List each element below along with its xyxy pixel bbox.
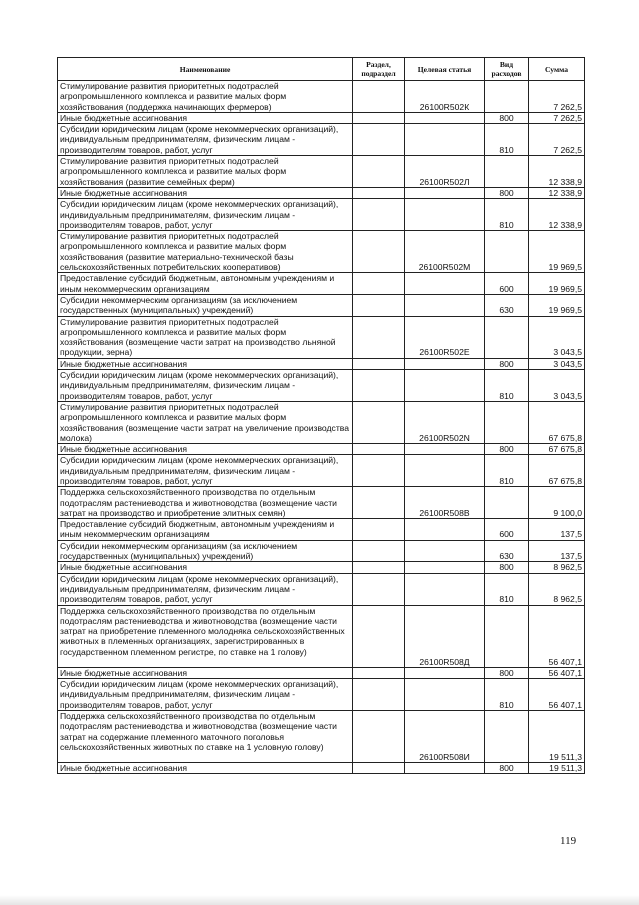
cell-target (405, 573, 485, 605)
table-body (58, 81, 585, 774)
cell-target (405, 370, 485, 402)
cell-target: 26100R508И (405, 711, 485, 763)
cell-target (405, 562, 485, 573)
cell-target: 26100R502N (405, 401, 485, 443)
cell-name: Поддержка сельскохозяйственного производства по отдельным подотраслям растениеводства и животноводства (возмещение части затрат на производство и приобретение элитных семян) (58, 487, 353, 519)
cell-section (353, 156, 405, 188)
cell-sum: 137,5 (529, 540, 585, 562)
cell-sum: 67 675,8 (529, 401, 585, 443)
cell-section (353, 711, 405, 763)
cell-expense: 800 (485, 562, 529, 573)
cell-section (353, 124, 405, 156)
cell-target (405, 124, 485, 156)
cell-target: 26100R502Л (405, 156, 485, 188)
header-target: Целевая статья (405, 58, 485, 81)
cell-section (353, 112, 405, 123)
cell-sum: 3 043,5 (529, 358, 585, 369)
cell-name: Иные бюджетные ассигнования (58, 112, 353, 123)
cell-section (353, 231, 405, 273)
cell-section (353, 273, 405, 295)
budget-table (57, 57, 585, 774)
table-row (58, 156, 585, 188)
cell-expense (485, 401, 529, 443)
table-row (58, 112, 585, 123)
cell-target: 26100R508Д (405, 605, 485, 667)
cell-section (353, 562, 405, 573)
cell-sum: 8 962,5 (529, 573, 585, 605)
cell-expense (485, 231, 529, 273)
table-row (58, 370, 585, 402)
cell-sum: 8 962,5 (529, 562, 585, 573)
cell-sum: 7 262,5 (529, 112, 585, 123)
cell-expense: 810 (485, 370, 529, 402)
table-header-row (58, 58, 585, 81)
cell-target (405, 679, 485, 711)
cell-sum: 3 043,5 (529, 316, 585, 358)
cell-target (405, 112, 485, 123)
cell-sum: 12 338,9 (529, 187, 585, 198)
cell-expense: 800 (485, 444, 529, 455)
cell-name: Субсидии юридическим лицам (кроме некоммерческих организаций), индивидуальным предпринимателям, физическим лицам - производителям товаров, работ, услуг (58, 679, 353, 711)
cell-expense: 800 (485, 358, 529, 369)
header-sum: Сумма (529, 58, 585, 81)
cell-name: Субсидии юридическим лицам (кроме некоммерческих организаций), индивидуальным предпринимателям, физическим лицам - производителям товаров, работ, услуг (58, 370, 353, 402)
cell-name: Иные бюджетные ассигнования (58, 187, 353, 198)
table-row (58, 81, 585, 113)
cell-expense: 630 (485, 294, 529, 316)
cell-expense: 800 (485, 667, 529, 678)
cell-sum: 56 407,1 (529, 667, 585, 678)
table-row (58, 519, 585, 541)
table-row (58, 763, 585, 774)
table-row (58, 444, 585, 455)
cell-expense: 800 (485, 187, 529, 198)
cell-name: Иные бюджетные ассигнования (58, 763, 353, 774)
cell-sum: 3 043,5 (529, 370, 585, 402)
cell-name: Стимулирование развития приоритетных подотраслей агропромышленного комплекса и развитие малых форм хозяйствования (возмещение части затрат на увеличение производства молока) (58, 401, 353, 443)
table-row (58, 573, 585, 605)
cell-target (405, 358, 485, 369)
cell-expense: 800 (485, 112, 529, 123)
cell-target (405, 199, 485, 231)
table-row (58, 358, 585, 369)
cell-target: 26100R502М (405, 231, 485, 273)
cell-name: Иные бюджетные ассигнования (58, 667, 353, 678)
table-row (58, 401, 585, 443)
page-number: 119 (560, 835, 577, 847)
cell-sum: 19 969,5 (529, 273, 585, 295)
table-row (58, 487, 585, 519)
cell-expense: 800 (485, 763, 529, 774)
cell-name: Поддержка сельскохозяйственного производства по отдельным подотраслям растениеводства и животноводства (возмещение части затрат на содержание племенного маточного поголовья сельскохозяйственных животных по ставке на 1 условную голову) (58, 711, 353, 763)
table-row (58, 711, 585, 763)
cell-sum: 19 511,3 (529, 763, 585, 774)
table-row (58, 316, 585, 358)
cell-sum: 7 262,5 (529, 124, 585, 156)
cell-section (353, 370, 405, 402)
cell-section (353, 605, 405, 667)
cell-section (353, 679, 405, 711)
cell-name: Предоставление субсидий бюджетным, автономным учреждениям и иным некоммерческим организациям (58, 519, 353, 541)
cell-name: Стимулирование развития приоритетных подотраслей агропромышленного комплекса и развитие малых форм хозяйствования (поддержка начинающих фермеров) (58, 81, 353, 113)
cell-sum: 56 407,1 (529, 679, 585, 711)
cell-expense (485, 605, 529, 667)
cell-name: Предоставление субсидий бюджетным, автономным учреждениям и иным некоммерческим организациям (58, 273, 353, 295)
cell-sum: 19 511,3 (529, 711, 585, 763)
table-row (58, 562, 585, 573)
cell-section (353, 401, 405, 443)
cell-section (353, 455, 405, 487)
cell-target (405, 273, 485, 295)
table-row (58, 199, 585, 231)
table-row (58, 455, 585, 487)
cell-sum: 12 338,9 (529, 199, 585, 231)
cell-expense: 630 (485, 540, 529, 562)
cell-section (353, 519, 405, 541)
cell-name: Стимулирование развития приоритетных подотраслей агропромышленного комплекса и развитие малых форм хозяйствования (возмещение части затрат на производство льняной продукции, зерна) (58, 316, 353, 358)
cell-target (405, 763, 485, 774)
cell-section (353, 444, 405, 455)
header-section: Раздел, подраздел (353, 58, 405, 81)
table-row (58, 605, 585, 667)
cell-name: Субсидии юридическим лицам (кроме некоммерческих организаций), индивидуальным предпринимателям, физическим лицам - производителям товаров, работ, услуг (58, 573, 353, 605)
cell-expense: 810 (485, 124, 529, 156)
cell-target (405, 294, 485, 316)
cell-section (353, 199, 405, 231)
table-row (58, 187, 585, 198)
cell-sum: 137,5 (529, 519, 585, 541)
cell-target (405, 455, 485, 487)
cell-name: Субсидии юридическим лицам (кроме некоммерческих организаций), индивидуальным предпринимателям, физическим лицам - производителям товаров, работ, услуг (58, 124, 353, 156)
cell-name: Иные бюджетные ассигнования (58, 562, 353, 573)
cell-target: 26100R508В (405, 487, 485, 519)
cell-sum: 12 338,9 (529, 156, 585, 188)
cell-sum: 19 969,5 (529, 231, 585, 273)
cell-target (405, 187, 485, 198)
cell-name: Стимулирование развития приоритетных подотраслей агропромышленного комплекса и развитие малых форм хозяйствования (развитие материально-технической базы сельскохозяйственных потребительских кооперативов) (58, 231, 353, 273)
cell-expense (485, 156, 529, 188)
page-edge (0, 895, 639, 905)
cell-sum: 67 675,8 (529, 444, 585, 455)
cell-sum: 67 675,8 (529, 455, 585, 487)
cell-expense: 810 (485, 679, 529, 711)
header-expense: Вид расходов (485, 58, 529, 81)
cell-section (353, 763, 405, 774)
cell-section (353, 487, 405, 519)
cell-target: 26100R502К (405, 81, 485, 113)
table-row (58, 679, 585, 711)
cell-expense: 810 (485, 573, 529, 605)
cell-section (353, 358, 405, 369)
cell-target: 26100R502Е (405, 316, 485, 358)
cell-name: Субсидии некоммерческим организациям (за исключением государственных (муниципальных) учреждений) (58, 294, 353, 316)
cell-section (353, 187, 405, 198)
cell-expense (485, 487, 529, 519)
cell-name: Поддержка сельскохозяйственного производства по отдельным подотраслям растениеводства и животноводства (возмещение части затрат на приобретение племенного молодняка сельскохозяйственных животных в племенных организациях, зарегистрированных в государственном племенном регистре, по ставке на 1 голову) (58, 605, 353, 667)
cell-expense: 600 (485, 273, 529, 295)
table-row (58, 124, 585, 156)
cell-target (405, 444, 485, 455)
cell-sum: 9 100,0 (529, 487, 585, 519)
table-row (58, 231, 585, 273)
cell-section (353, 540, 405, 562)
cell-section (353, 294, 405, 316)
cell-name: Стимулирование развития приоритетных подотраслей агропромышленного комплекса и развитие малых форм хозяйствования (развитие семейных ферм) (58, 156, 353, 188)
cell-section (353, 81, 405, 113)
cell-sum: 7 262,5 (529, 81, 585, 113)
cell-expense: 810 (485, 455, 529, 487)
header-name: Наименование (58, 58, 353, 81)
cell-name: Субсидии некоммерческим организациям (за исключением государственных (муниципальных) учреждений) (58, 540, 353, 562)
cell-section (353, 316, 405, 358)
cell-expense (485, 711, 529, 763)
cell-target (405, 519, 485, 541)
table-row (58, 294, 585, 316)
cell-target (405, 540, 485, 562)
cell-name: Субсидии юридическим лицам (кроме некоммерческих организаций), индивидуальным предпринимателям, физическим лицам - производителям товаров, работ, услуг (58, 455, 353, 487)
cell-name: Субсидии юридическим лицам (кроме некоммерческих организаций), индивидуальным предпринимателям, физическим лицам - производителям товаров, работ, услуг (58, 199, 353, 231)
cell-expense (485, 316, 529, 358)
cell-section (353, 667, 405, 678)
cell-sum: 19 969,5 (529, 294, 585, 316)
cell-section (353, 573, 405, 605)
table-row (58, 540, 585, 562)
table-row (58, 273, 585, 295)
cell-target (405, 667, 485, 678)
cell-expense: 810 (485, 199, 529, 231)
cell-expense: 600 (485, 519, 529, 541)
cell-name: Иные бюджетные ассигнования (58, 358, 353, 369)
cell-sum: 56 407,1 (529, 605, 585, 667)
cell-name: Иные бюджетные ассигнования (58, 444, 353, 455)
table-row (58, 667, 585, 678)
cell-expense (485, 81, 529, 113)
